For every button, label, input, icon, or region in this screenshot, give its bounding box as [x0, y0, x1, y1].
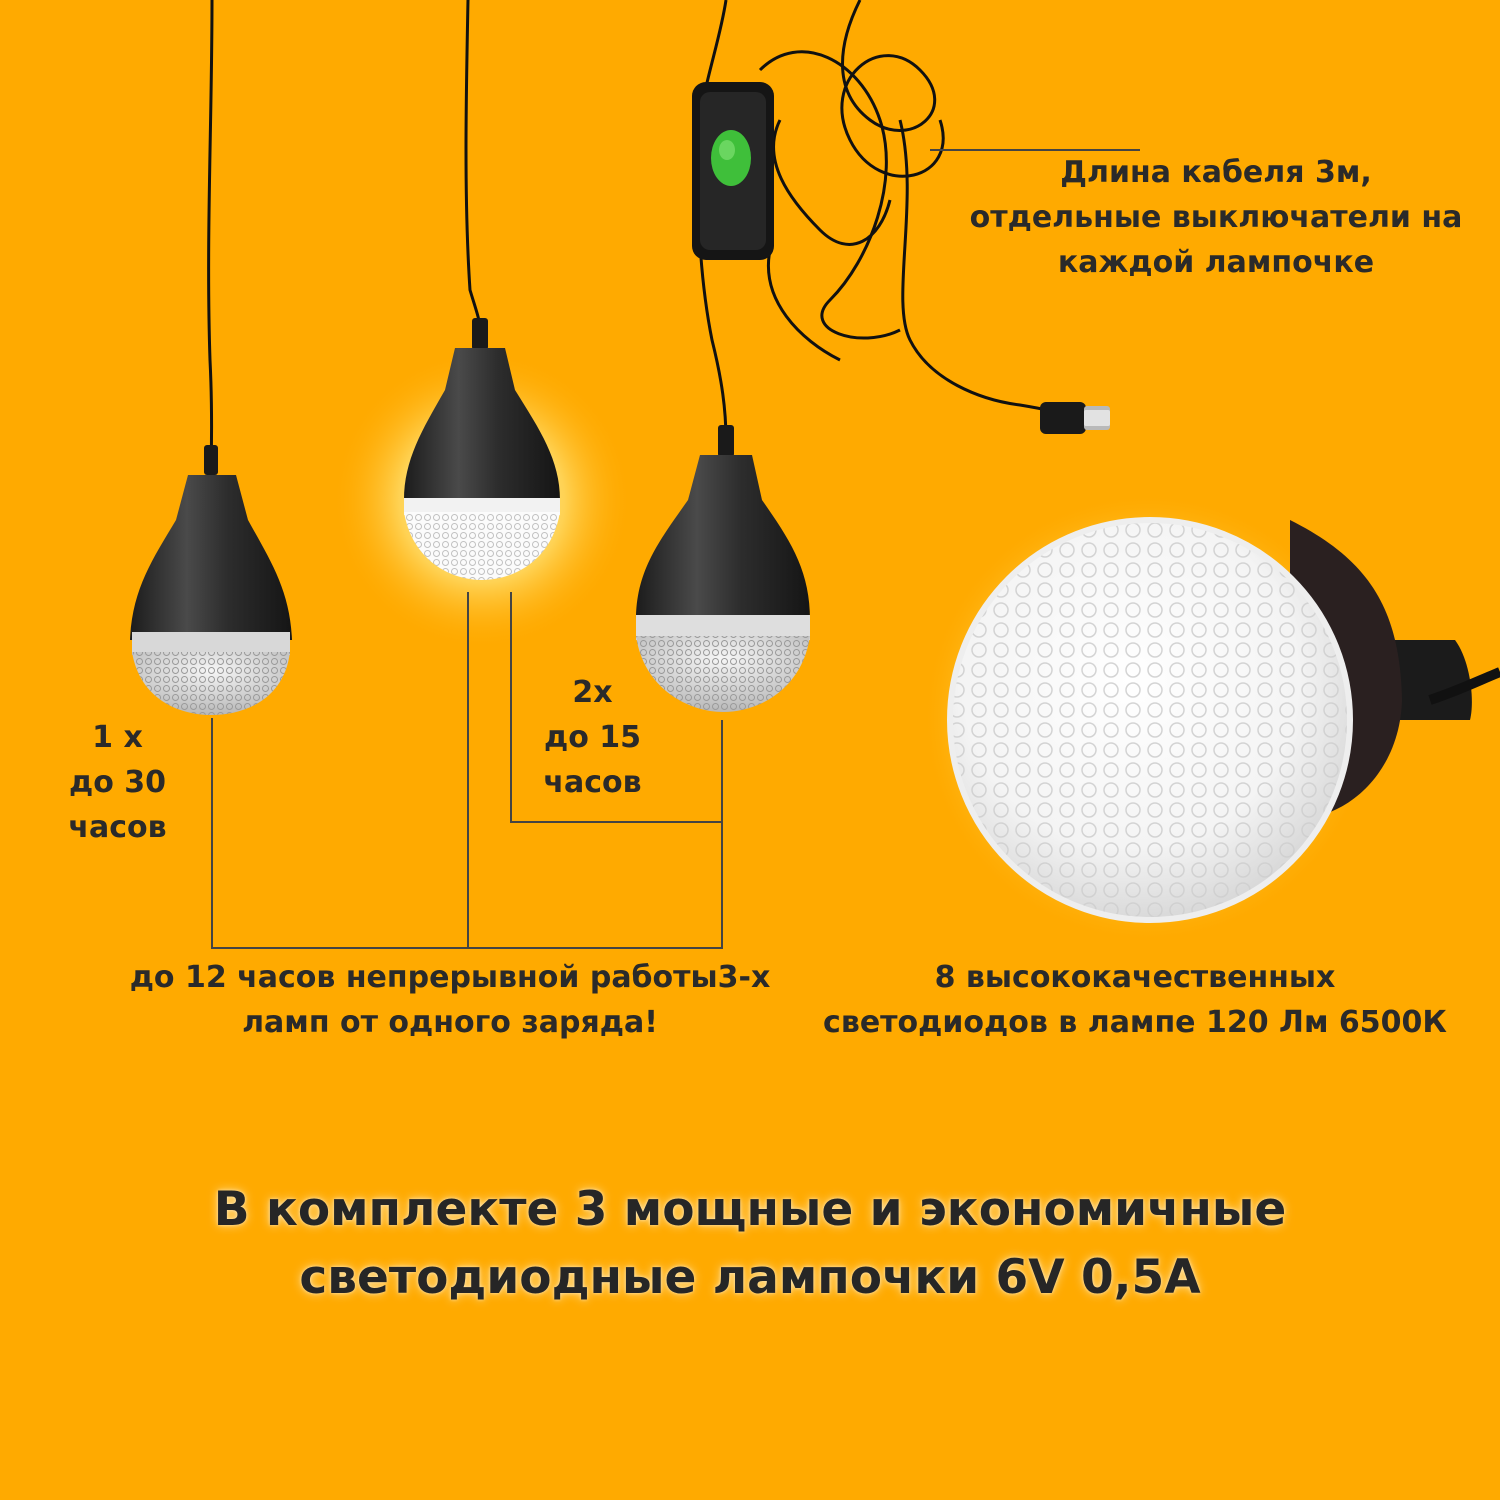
one-bulb-line2: до 30: [68, 765, 167, 800]
switch-icon: [692, 82, 774, 260]
headline: [0, 1176, 1500, 1312]
leds-line2: светодиодов в лампе 120 Лм 6500К: [823, 1005, 1447, 1040]
dc-plug-icon: [1040, 402, 1110, 434]
two-bulbs-line2: до 15: [543, 720, 642, 755]
three-bulbs-label: [75, 955, 825, 1045]
leds-line1: 8 высококачественных: [934, 960, 1336, 995]
cable-label-line1: Длина кабеля 3м,: [1060, 155, 1372, 190]
one-bulb-line3: часов: [68, 810, 167, 845]
three-bulbs-line1: до 12 часов непрерывной работы3-х: [129, 960, 771, 995]
two-bulbs-label: [515, 670, 670, 805]
cable-label-line2: отдельные выключатели на: [969, 200, 1463, 235]
three-bulbs-line2: ламп от одного заряда!: [242, 1005, 658, 1040]
bulb-closeup: [923, 493, 1500, 943]
cable-label-line3: каждой лампочке: [1057, 245, 1375, 280]
one-bulb-line1: 1 х: [92, 720, 143, 755]
bulb-left: [130, 0, 292, 715]
leds-label: [780, 955, 1490, 1045]
bulb-middle: [332, 0, 632, 650]
one-bulb-label: [40, 715, 195, 850]
bulb-left-cable: [209, 0, 212, 470]
headline-line2: светодиодные лампочки 6V 0,5А: [299, 1250, 1201, 1305]
two-bulbs-line3: часов: [543, 765, 642, 800]
two-bulbs-line1: 2х: [572, 675, 613, 710]
bulb-middle-cable: [466, 0, 480, 330]
cable-label: [940, 150, 1492, 285]
headline-line1: В комплекте 3 мощные и экономичные: [213, 1182, 1287, 1237]
